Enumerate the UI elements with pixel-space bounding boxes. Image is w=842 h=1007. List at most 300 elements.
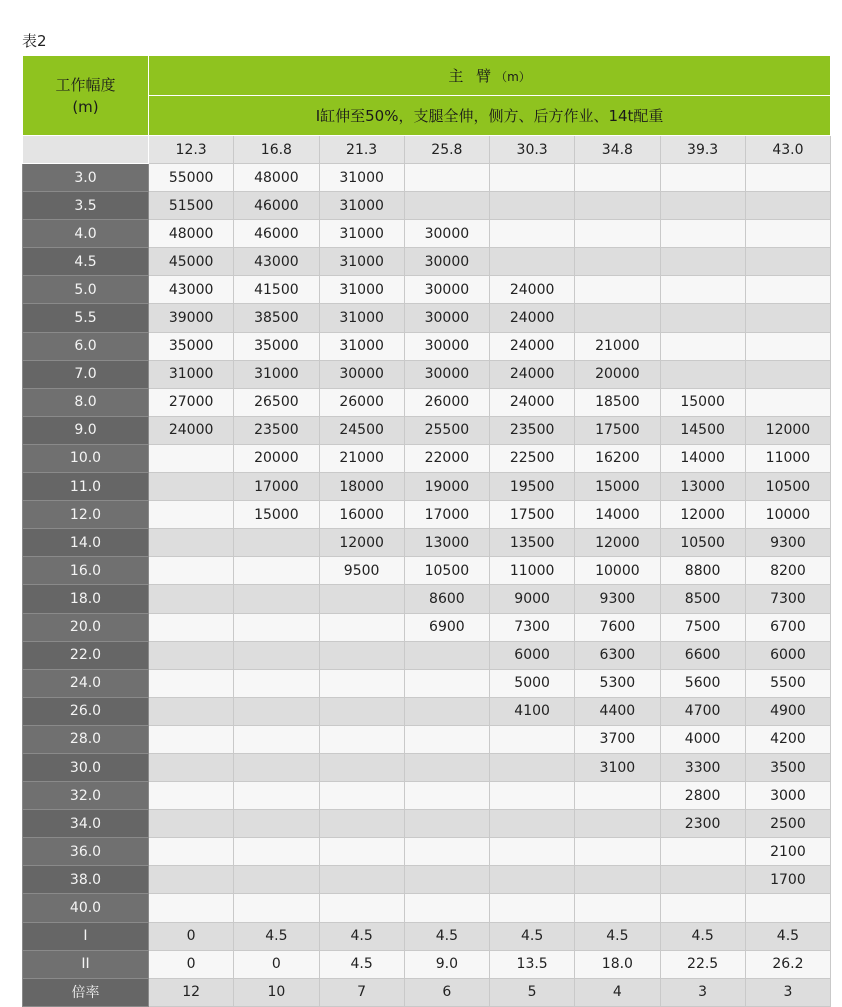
table-row — [23, 276, 831, 304]
load-cell: 30000 — [404, 304, 489, 332]
table-row — [23, 725, 831, 753]
load-cell — [575, 192, 660, 220]
load-cell — [660, 360, 745, 388]
load-cell — [745, 388, 830, 416]
load-cell — [660, 248, 745, 276]
load-chart-body — [23, 164, 831, 1007]
load-cell — [319, 838, 404, 866]
load-cell: 4900 — [745, 697, 830, 725]
table-row — [23, 529, 831, 557]
load-cell — [660, 276, 745, 304]
load-cell: 16200 — [575, 444, 660, 472]
load-cell: 48000 — [234, 164, 319, 192]
load-cell — [745, 248, 830, 276]
table-row — [23, 220, 831, 248]
boom-length-header: 34.8 — [575, 136, 660, 164]
table-row — [23, 557, 831, 585]
load-cell: 24000 — [490, 276, 575, 304]
load-cell: 20000 — [575, 360, 660, 388]
load-cell — [660, 220, 745, 248]
row-label: 5.0 — [23, 276, 149, 304]
table-row — [23, 978, 831, 1006]
row-label: 倍率 — [23, 978, 149, 1006]
load-cell — [319, 669, 404, 697]
load-cell: 21000 — [575, 332, 660, 360]
load-cell — [404, 192, 489, 220]
load-cell: 3100 — [575, 753, 660, 781]
load-cell: 22500 — [490, 444, 575, 472]
working-radius-label: 工作幅度 — [55, 75, 116, 94]
load-cell: 2500 — [745, 810, 830, 838]
load-cell: 26000 — [404, 388, 489, 416]
load-cell: 5000 — [490, 669, 575, 697]
load-cell — [575, 866, 660, 894]
load-cell — [575, 164, 660, 192]
load-cell: 31000 — [319, 164, 404, 192]
load-cell — [404, 866, 489, 894]
load-cell: 0 — [149, 922, 234, 950]
load-cell — [660, 894, 745, 922]
load-cell: 19500 — [490, 473, 575, 501]
load-cell: 6000 — [490, 641, 575, 669]
load-cell: 3 — [660, 978, 745, 1006]
load-cell: 16000 — [319, 501, 404, 529]
table-row — [23, 950, 831, 978]
load-cell — [575, 276, 660, 304]
table-row — [23, 810, 831, 838]
load-cell — [149, 782, 234, 810]
boom-length-header: 30.3 — [490, 136, 575, 164]
load-cell: 4000 — [660, 725, 745, 753]
row-label: 18.0 — [23, 585, 149, 613]
load-cell: 30000 — [404, 360, 489, 388]
load-cell: 10 — [234, 978, 319, 1006]
load-cell: 7300 — [745, 585, 830, 613]
table-row — [23, 360, 831, 388]
load-cell: 24000 — [490, 388, 575, 416]
load-cell — [149, 585, 234, 613]
load-cell: 4400 — [575, 697, 660, 725]
load-cell — [745, 192, 830, 220]
table-row — [23, 641, 831, 669]
load-cell — [404, 753, 489, 781]
load-cell: 31000 — [319, 276, 404, 304]
load-cell — [149, 753, 234, 781]
load-cell — [575, 248, 660, 276]
load-cell: 22.5 — [660, 950, 745, 978]
table-row — [23, 332, 831, 360]
load-cell: 18.0 — [575, 950, 660, 978]
row-label: 40.0 — [23, 894, 149, 922]
load-cell: 2100 — [745, 838, 830, 866]
table-row — [23, 838, 831, 866]
load-cell: 5500 — [745, 669, 830, 697]
load-cell: 10500 — [745, 473, 830, 501]
load-cell: 10500 — [660, 529, 745, 557]
load-cell — [660, 866, 745, 894]
table-row — [23, 501, 831, 529]
load-cell — [660, 304, 745, 332]
boom-length-header: 12.3 — [149, 136, 234, 164]
load-cell: 30000 — [404, 220, 489, 248]
table-row — [23, 669, 831, 697]
load-cell — [234, 669, 319, 697]
load-cell — [234, 725, 319, 753]
load-cell: 6600 — [660, 641, 745, 669]
row-label: 14.0 — [23, 529, 149, 557]
load-cell — [575, 304, 660, 332]
load-cell: 43000 — [149, 276, 234, 304]
row-label: 3.5 — [23, 192, 149, 220]
load-cell — [575, 782, 660, 810]
boom-length-row — [23, 136, 831, 164]
load-cell: 13500 — [490, 529, 575, 557]
load-cell: 11000 — [490, 557, 575, 585]
load-cell: 5600 — [660, 669, 745, 697]
load-cell: 4 — [575, 978, 660, 1006]
load-cell — [404, 669, 489, 697]
load-cell: 8500 — [660, 585, 745, 613]
load-cell: 4.5 — [404, 922, 489, 950]
row-label: 6.0 — [23, 332, 149, 360]
load-cell: 7500 — [660, 613, 745, 641]
load-cell: 25500 — [404, 416, 489, 444]
load-cell — [660, 164, 745, 192]
row-label: 11.0 — [23, 473, 149, 501]
load-cell: 30000 — [319, 360, 404, 388]
table-row — [23, 248, 831, 276]
load-cell: 18000 — [319, 473, 404, 501]
load-chart-table-container — [22, 55, 830, 1007]
load-cell — [234, 782, 319, 810]
load-cell: 10000 — [575, 557, 660, 585]
load-cell: 46000 — [234, 192, 319, 220]
row-label: 22.0 — [23, 641, 149, 669]
load-cell — [149, 725, 234, 753]
load-cell: 5300 — [575, 669, 660, 697]
load-cell: 17000 — [234, 473, 319, 501]
load-cell: 38500 — [234, 304, 319, 332]
load-cell — [490, 164, 575, 192]
load-cell: 12000 — [319, 529, 404, 557]
boom-length-header: 43.0 — [745, 136, 830, 164]
load-cell — [319, 697, 404, 725]
load-cell: 43000 — [234, 248, 319, 276]
load-cell: 4.5 — [234, 922, 319, 950]
load-cell: 24000 — [490, 332, 575, 360]
load-cell — [490, 838, 575, 866]
load-cell — [490, 220, 575, 248]
load-cell: 14000 — [575, 501, 660, 529]
load-cell: 7 — [319, 978, 404, 1006]
load-cell: 31000 — [319, 332, 404, 360]
load-cell: 4.5 — [319, 922, 404, 950]
table-row — [23, 473, 831, 501]
load-cell — [149, 838, 234, 866]
table-row — [23, 416, 831, 444]
load-cell — [234, 838, 319, 866]
load-cell — [319, 613, 404, 641]
table-row — [23, 304, 831, 332]
load-cell — [149, 557, 234, 585]
load-cell — [490, 894, 575, 922]
load-cell: 14500 — [660, 416, 745, 444]
load-cell — [404, 725, 489, 753]
load-cell: 31000 — [319, 192, 404, 220]
load-cell — [234, 529, 319, 557]
load-cell: 0 — [149, 950, 234, 978]
load-cell: 51500 — [149, 192, 234, 220]
load-cell: 9.0 — [404, 950, 489, 978]
load-cell: 30000 — [404, 332, 489, 360]
load-cell: 55000 — [149, 164, 234, 192]
load-cell: 31000 — [319, 220, 404, 248]
load-cell: 17000 — [404, 501, 489, 529]
load-cell: 4.5 — [319, 950, 404, 978]
load-cell — [234, 894, 319, 922]
load-cell: 1700 — [745, 866, 830, 894]
load-cell — [745, 164, 830, 192]
row-label: 12.0 — [23, 501, 149, 529]
working-condition-header: I缸伸至50%，支腿全伸，侧方、后方作业、14t配重 — [149, 96, 831, 136]
load-cell — [149, 501, 234, 529]
load-cell: 21000 — [319, 444, 404, 472]
load-cell: 13.5 — [490, 950, 575, 978]
load-cell — [319, 810, 404, 838]
row-label: 5.5 — [23, 304, 149, 332]
row-label: 38.0 — [23, 866, 149, 894]
table-row — [23, 388, 831, 416]
load-cell — [490, 753, 575, 781]
main-boom-title: 主 臂 — [448, 67, 496, 85]
load-cell — [660, 838, 745, 866]
load-cell — [404, 164, 489, 192]
load-cell — [745, 894, 830, 922]
load-cell — [234, 585, 319, 613]
load-cell: 19000 — [404, 473, 489, 501]
load-cell: 31000 — [319, 304, 404, 332]
load-cell: 18500 — [575, 388, 660, 416]
row-label: 9.0 — [23, 416, 149, 444]
load-cell — [319, 753, 404, 781]
load-cell: 8800 — [660, 557, 745, 585]
load-cell — [149, 894, 234, 922]
row-label: 3.0 — [23, 164, 149, 192]
load-cell: 35000 — [149, 332, 234, 360]
load-cell — [404, 810, 489, 838]
load-cell — [490, 192, 575, 220]
load-cell — [745, 276, 830, 304]
load-cell: 9500 — [319, 557, 404, 585]
boom-length-header: 21.3 — [319, 136, 404, 164]
load-cell: 26000 — [319, 388, 404, 416]
load-cell: 3700 — [575, 725, 660, 753]
load-cell: 22000 — [404, 444, 489, 472]
table-row — [23, 697, 831, 725]
load-cell — [149, 529, 234, 557]
load-cell: 4100 — [490, 697, 575, 725]
load-cell: 9300 — [745, 529, 830, 557]
load-cell: 48000 — [149, 220, 234, 248]
row-label: 10.0 — [23, 444, 149, 472]
load-cell: 27000 — [149, 388, 234, 416]
table-row — [23, 613, 831, 641]
row-label: 20.0 — [23, 613, 149, 641]
load-cell — [149, 866, 234, 894]
load-cell: 31000 — [149, 360, 234, 388]
load-cell — [319, 641, 404, 669]
load-cell: 26500 — [234, 388, 319, 416]
load-cell: 13000 — [660, 473, 745, 501]
load-cell — [404, 641, 489, 669]
table-caption: 表2 — [22, 32, 47, 50]
load-cell: 2300 — [660, 810, 745, 838]
load-cell — [490, 725, 575, 753]
load-cell — [745, 332, 830, 360]
main-boom-unit: （m） — [495, 70, 531, 84]
load-cell: 15000 — [660, 388, 745, 416]
load-cell: 35000 — [234, 332, 319, 360]
load-cell: 20000 — [234, 444, 319, 472]
load-cell — [490, 810, 575, 838]
table-row — [23, 753, 831, 781]
load-cell: 15000 — [234, 501, 319, 529]
load-cell: 31000 — [319, 248, 404, 276]
load-cell: 6000 — [745, 641, 830, 669]
row-label: 34.0 — [23, 810, 149, 838]
working-radius-header — [23, 56, 149, 136]
boom-length-header: 25.8 — [404, 136, 489, 164]
row-label: 28.0 — [23, 725, 149, 753]
load-cell: 10500 — [404, 557, 489, 585]
load-cell — [234, 810, 319, 838]
row-label: 24.0 — [23, 669, 149, 697]
load-cell — [149, 669, 234, 697]
load-chart-table — [22, 55, 831, 1007]
load-cell — [745, 220, 830, 248]
load-cell: 8200 — [745, 557, 830, 585]
boom-length-header: 39.3 — [660, 136, 745, 164]
load-cell: 39000 — [149, 304, 234, 332]
load-cell: 3000 — [745, 782, 830, 810]
load-cell: 9000 — [490, 585, 575, 613]
load-cell — [319, 782, 404, 810]
load-cell: 24000 — [490, 360, 575, 388]
load-cell: 26.2 — [745, 950, 830, 978]
row-label: 30.0 — [23, 753, 149, 781]
load-cell — [149, 810, 234, 838]
load-cell — [319, 585, 404, 613]
load-cell — [490, 782, 575, 810]
load-cell — [234, 697, 319, 725]
row-label: 7.0 — [23, 360, 149, 388]
load-cell: 46000 — [234, 220, 319, 248]
load-cell — [575, 220, 660, 248]
load-cell — [575, 838, 660, 866]
load-cell — [404, 782, 489, 810]
load-cell: 24000 — [149, 416, 234, 444]
boom-length-corner — [23, 136, 149, 164]
load-cell — [149, 641, 234, 669]
load-cell: 23500 — [490, 416, 575, 444]
load-cell — [490, 248, 575, 276]
load-cell — [575, 894, 660, 922]
load-cell — [745, 360, 830, 388]
table-row — [23, 164, 831, 192]
load-cell: 15000 — [575, 473, 660, 501]
load-cell: 11000 — [745, 444, 830, 472]
row-label: 8.0 — [23, 388, 149, 416]
row-label: 4.5 — [23, 248, 149, 276]
row-label: 36.0 — [23, 838, 149, 866]
load-cell — [234, 557, 319, 585]
load-cell: 24000 — [490, 304, 575, 332]
load-cell — [149, 613, 234, 641]
table-row — [23, 585, 831, 613]
load-cell: 13000 — [404, 529, 489, 557]
load-cell — [660, 192, 745, 220]
working-radius-unit: (m) — [72, 97, 99, 116]
load-cell: 24500 — [319, 416, 404, 444]
load-cell: 30000 — [404, 248, 489, 276]
row-label: 16.0 — [23, 557, 149, 585]
load-cell: 3300 — [660, 753, 745, 781]
load-cell: 12000 — [660, 501, 745, 529]
load-cell: 41500 — [234, 276, 319, 304]
load-cell — [490, 866, 575, 894]
row-label: 32.0 — [23, 782, 149, 810]
load-cell — [234, 613, 319, 641]
load-cell: 17500 — [490, 501, 575, 529]
load-cell: 4.5 — [745, 922, 830, 950]
load-cell: 3500 — [745, 753, 830, 781]
load-cell — [149, 697, 234, 725]
row-label: 26.0 — [23, 697, 149, 725]
load-cell — [319, 894, 404, 922]
main-boom-header — [149, 56, 831, 96]
table-row — [23, 894, 831, 922]
load-cell: 7600 — [575, 613, 660, 641]
load-cell — [575, 810, 660, 838]
load-cell — [149, 444, 234, 472]
table-row — [23, 922, 831, 950]
load-cell: 5 — [490, 978, 575, 1006]
load-cell — [234, 866, 319, 894]
table-row — [23, 782, 831, 810]
load-cell — [149, 473, 234, 501]
load-cell: 3 — [745, 978, 830, 1006]
load-cell: 6700 — [745, 613, 830, 641]
load-cell — [319, 866, 404, 894]
load-cell: 4.5 — [575, 922, 660, 950]
load-cell: 7300 — [490, 613, 575, 641]
table-row — [23, 866, 831, 894]
row-label: 4.0 — [23, 220, 149, 248]
load-cell: 4.5 — [660, 922, 745, 950]
load-cell: 12 — [149, 978, 234, 1006]
load-cell: 6 — [404, 978, 489, 1006]
load-cell: 23500 — [234, 416, 319, 444]
load-cell — [234, 753, 319, 781]
load-cell — [234, 641, 319, 669]
load-cell: 10000 — [745, 501, 830, 529]
load-cell: 6300 — [575, 641, 660, 669]
table-row — [23, 192, 831, 220]
load-cell: 0 — [234, 950, 319, 978]
row-label: II — [23, 950, 149, 978]
load-cell — [660, 332, 745, 360]
load-cell: 14000 — [660, 444, 745, 472]
